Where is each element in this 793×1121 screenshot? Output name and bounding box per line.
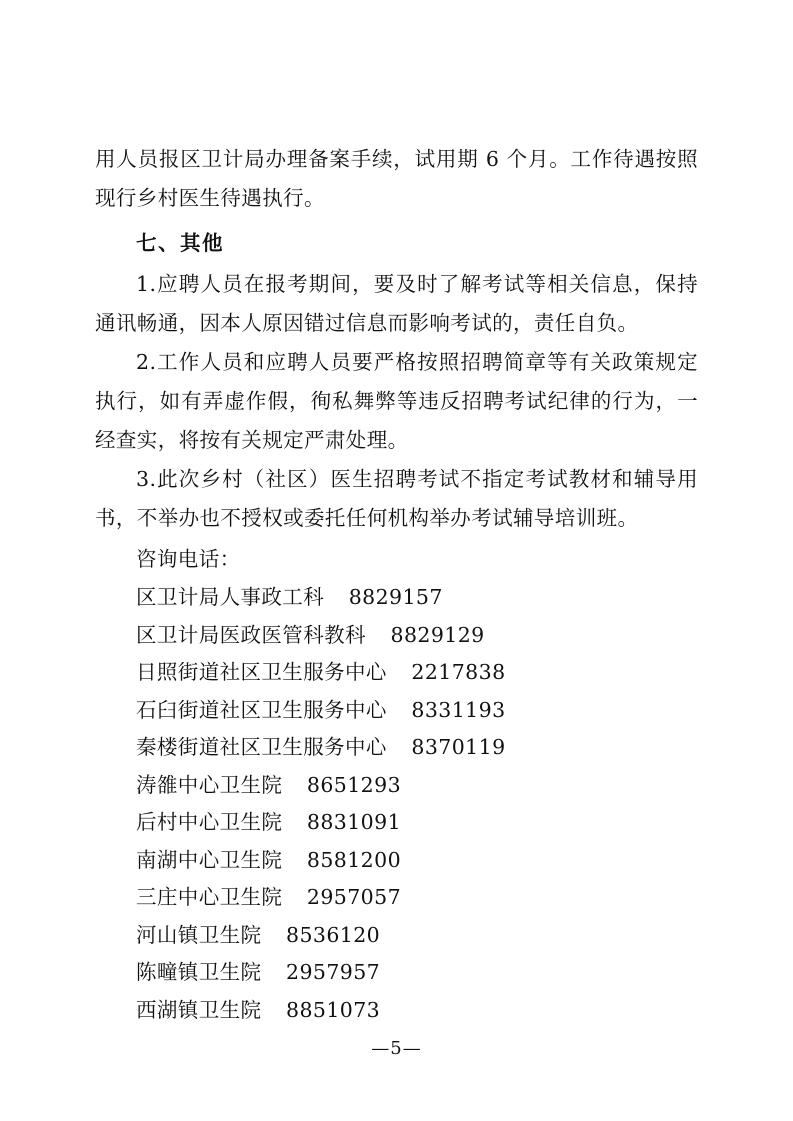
contact-number: 8331193	[411, 697, 506, 722]
contact-list	[95, 579, 698, 1029]
contact-number: 8851073	[286, 997, 381, 1022]
contact-label: 咨询电话：	[136, 547, 241, 571]
contact-number: 2217838	[411, 660, 506, 684]
contact-name: 区卫计局医政医管科教科	[136, 622, 366, 647]
contact-number: 8370119	[411, 735, 506, 759]
document-body	[95, 140, 698, 1029]
contact-name: 南湖中心卫生院	[136, 847, 283, 872]
contact-name: 三庄中心卫生院	[136, 885, 283, 909]
contact-name: 河山镇卫生院	[136, 922, 262, 947]
contact-name: 后村中心卫生院	[136, 810, 283, 834]
contact-name: 陈疃镇卫生院	[136, 960, 262, 984]
list-item	[95, 729, 698, 767]
contact-name: 秦楼街道社区卫生服务中心	[136, 735, 387, 759]
section-heading: 七、其他	[136, 231, 224, 255]
paragraph-3: 3.此次乡村（社区）医生招聘考试不指定考试教材和辅导用书，不举办也不授权或委托任何机构举办考试辅导培训班。	[95, 467, 698, 530]
contact-name: 日照街道社区卫生服务中心	[136, 660, 387, 684]
page-number: —5—	[371, 1038, 422, 1059]
contact-name: 石臼街道社区卫生服务中心	[136, 697, 387, 722]
contact-number: 8581200	[306, 847, 402, 872]
list-item	[95, 992, 698, 1030]
list-item	[95, 579, 698, 617]
paragraph-2: 2.工作人员和应聘人员要严格按照招聘简章等有关政策规定执行，如有弄虚作假，徇私舞弊等违反招聘考试纪律的行为，一经查实，将按有关规定严肃处理。	[95, 350, 698, 452]
list-item	[95, 692, 698, 730]
contact-number: 8831091	[306, 810, 402, 834]
contact-number: 2957057	[306, 885, 402, 909]
contact-name: 涛雒中心卫生院	[136, 772, 283, 797]
list-item	[95, 804, 698, 842]
list-item	[95, 767, 698, 805]
contact-number: 8829129	[390, 622, 485, 647]
contact-name: 西湖镇卫生院	[136, 997, 262, 1022]
continued-paragraph: 用人员报区卫计局办理备案手续，试用期 6 个月。工作待遇按照现行乡村医生待遇执行。	[95, 147, 698, 210]
list-item	[95, 842, 698, 880]
contact-name: 区卫计局人事政工科	[136, 585, 325, 609]
paragraph-1: 1.应聘人员在报考期间，要及时了解考试等相关信息，保持通讯畅通，因本人原因错过信息而影响考试的，责任自负。	[95, 272, 698, 335]
contact-number: 8651293	[306, 772, 402, 797]
list-item	[95, 617, 698, 655]
list-item	[95, 654, 698, 692]
list-item	[95, 917, 698, 955]
contact-number: 8829157	[348, 585, 443, 609]
list-item	[95, 879, 698, 917]
list-item	[95, 954, 698, 992]
contact-number: 2957957	[286, 960, 381, 984]
contact-number: 8536120	[286, 922, 381, 947]
